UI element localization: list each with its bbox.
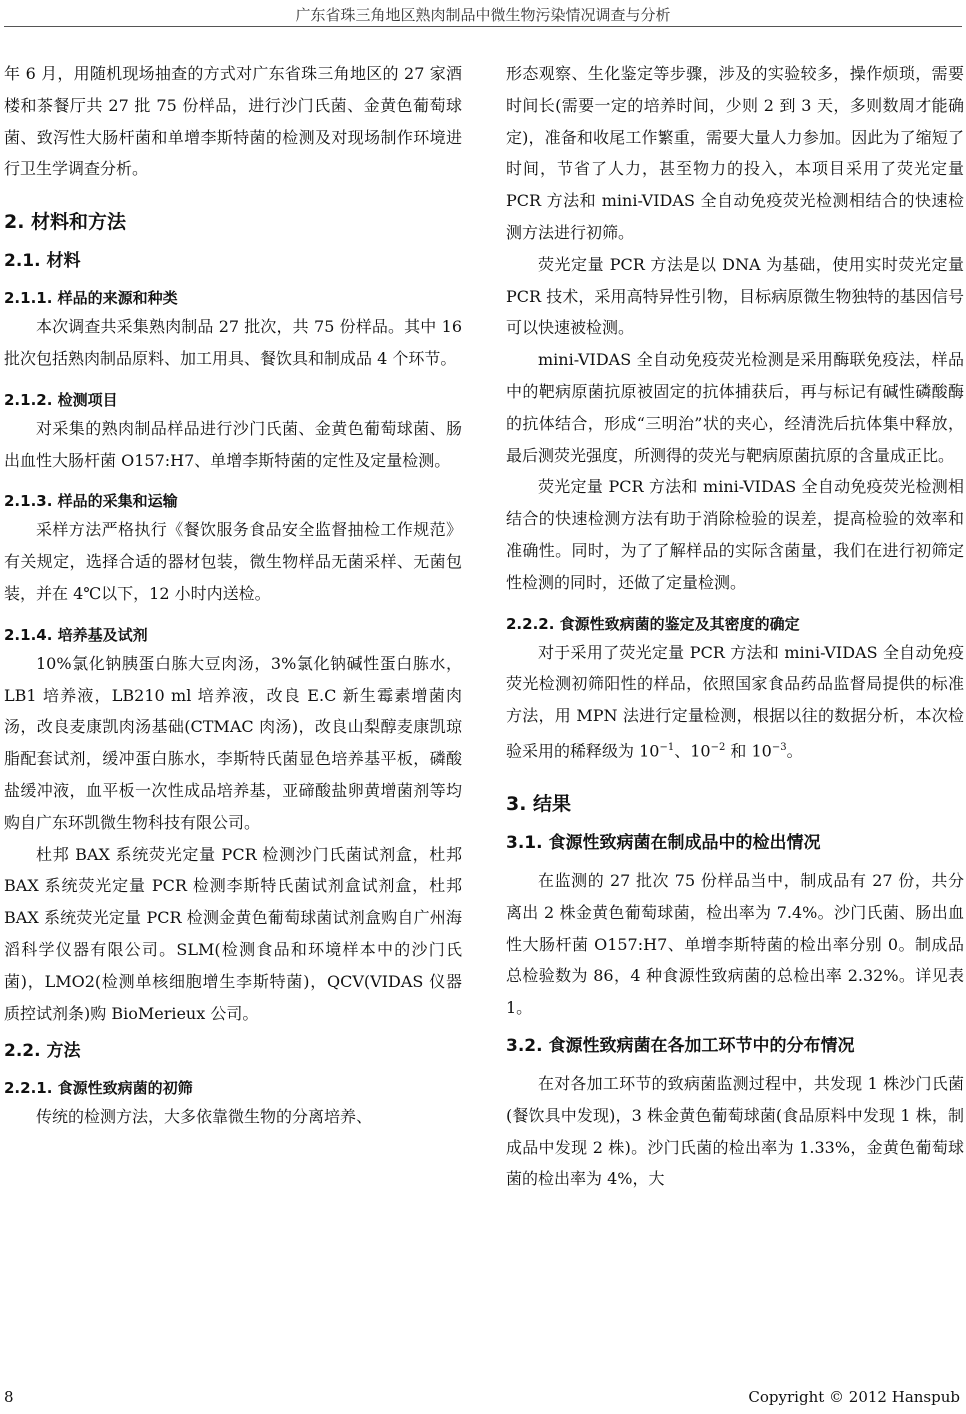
paragraph-pcr: 荧光定量 PCR 方法是以 DNA 为基础，使用实时荧光定量 PCR 技术，采用高特异性引物，目标病原微生物独特的基因信号可以快速被检测。 (506, 254, 964, 338)
right-column (506, 58, 964, 1195)
section-2-1-1-heading: 2.1.1. 样品的来源和种类 (4, 289, 178, 308)
paragraph-2-2-1-continued: 形态观察、生化鉴定等步骤，涉及的实验较多，操作烦琐，需要时间长(需要一定的培养时间，少则 2 到 3 天，多则数周才能确定)，准备和收尾工作繁重，需要大量人力参加。因此为了缩短了时间，节省了人力，甚至物力的投入，本项目采用了荧光定量 PCR 方法和 mini-VIDAS 全自动免疫荧光检测相结合的快速检测方法进行初筛。 (506, 64, 964, 242)
paragraph-2-1-1: 本次调查共采集熟肉制品 27 批次，共 75 份样品。其中 16 批次包括熟肉制品原料、加工用具、餐饮具和制成品 4 个环节。 (4, 317, 462, 368)
page-number: 8 (4, 1388, 14, 1406)
section-2-2-heading: 2.2. 方法 (4, 1041, 81, 1062)
copyright-notice: Copyright © 2012 Hanspub (748, 1388, 960, 1406)
section-2-2-2-heading: 2.2.2. 食源性致病菌的鉴定及其密度的确定 (506, 614, 800, 633)
paragraph-2-2-1: 传统的检测方法，大多依靠微生物的分离培养、 (36, 1107, 373, 1127)
section-3-2-heading: 3.2. 食源性致病菌在各加工环节中的分布情况 (506, 1036, 855, 1057)
paragraph-2-1-2: 对采集的熟肉制品样品进行沙门氏菌、金黄色葡萄球菌、肠出血性大肠杆菌 O157:H7、单增李斯特菌的定性及定量检测。 (4, 418, 462, 470)
section-2-2-1-heading: 2.2.1. 食源性致病菌的初筛 (4, 1079, 193, 1098)
paragraph-combined-method: 荧光定量 PCR 方法和 mini-VIDAS 全自动免疫荧光检测相结合的快速检测方法有助于消除检验的误差，提高检验的效率和准确性。同时，为了了解样品的实际含菌量，我们在进行初筛定性检测的同时，还做了定量检测。 (506, 477, 964, 592)
section-3-heading: 3. 结果 (506, 793, 572, 816)
separator-2: 和 10 (725, 741, 772, 761)
paragraph-2-2-2 (506, 637, 964, 768)
section-2-1-3-heading: 2.1.3. 样品的采集和运输 (4, 492, 178, 511)
header-rule (4, 26, 962, 27)
running-header: 广东省珠三角地区熟肉制品中微生物污染情况调查与分析 (295, 6, 671, 24)
exponent-2: −2 (710, 741, 726, 753)
exponent-3: −3 (771, 741, 787, 753)
section-2-1-4-heading: 2.1.4. 培养基及试剂 (4, 625, 148, 644)
paragraph-2-1-3: 采样方法严格执行《餐饮服务食品安全监督抽检工作规范》有关规定，选择合适的器材包装，微生物样品无菌采样、无菌包装，并在 4℃以下，12 小时内送检。 (4, 520, 462, 603)
section-3-1-heading: 3.1. 食源性致病菌在制成品中的检出情况 (506, 833, 821, 854)
paragraph-2-1-4-media: 10%氯化钠胰蛋白胨大豆肉汤，3%氯化钠碱性蛋白胨水，LB1 培养液，LB210 ml 培养液，改良 E.C 新生霉素增菌肉汤，改良麦康凯肉汤基础(CTMAC 肉汤)，改良山梨醇麦康凯琼脂配套试剂，缓冲蛋白胨水，李斯特氏菌显色培养基平板，磷酸盐缓冲液，血平板一次性成品培养基，亚碲酸盐卵黄增菌剂等均购自广东环凯微生物科技有限公司。 (4, 653, 462, 832)
paragraph-end: 。 (786, 741, 803, 761)
paragraph-3-1: 在监测的 27 批次 75 份样品当中，制成品有 27 份，共分离出 2 株金黄色葡萄球菌，检出率为 7.4%。沙门氏菌、肠出血性大肠杆菌 O157:H7、单增李斯特菌的检出率分别 0。制成品总检验数为 86，4 种食源性致病菌的总检出率 2.32%。详见表 1。 (506, 871, 964, 1018)
paragraph-mini-vidas: mini-VIDAS 全自动免疫荧光检测是采用酶联免疫法，样品中的靶病原菌抗原被固定的抗体捕获后，再与标记有碱性磷酸酶的抗体结合，形成“三明治”状的夹心，经清洗后抗体集中释放，最后测荧光强度，所测得的荧光与靶病原菌抗原的含量成正比。 (506, 350, 964, 465)
section-2-heading: 2. 材料和方法 (4, 211, 127, 234)
left-column (4, 58, 462, 1133)
paragraph-2-2-2-text: 对于采用了荧光定量 PCR 方法和 mini-VIDAS 全自动免疫荧光检测初筛阳性的样品，依照国家食品药品监督局提供的标准方法，用 MPN 法进行定量检测，根据以往的数据分析，本次检验采用的稀释级为 10 (506, 642, 964, 761)
section-2-1-heading: 2.1. 材料 (4, 251, 81, 272)
intro-paragraph: 年 6 月，用随机现场抽查的方式对广东省珠三角地区的 27 家酒楼和茶餐厅共 27 批 75 份样品，进行沙门氏菌、金黄色葡萄球菌、致泻性大肠杆菌和单增李斯特菌的检测及对现场制作环境进行卫生学调查分析。 (4, 64, 462, 179)
exponent-1: −1 (659, 741, 675, 753)
separator-1: 、10 (674, 741, 711, 761)
paragraph-2-1-4-kits: 杜邦 BAX 系统荧光定量 PCR 检测沙门氏菌试剂盒，杜邦 BAX 系统荧光定量 PCR 检测李斯特氏菌试剂盒试剂盒，杜邦 BAX 系统荧光定量 PCR 检测金黄色葡萄球菌试剂盒购自广州海滔科学仪器有限公司。SLM(检测食品和环境样本中的沙门氏菌)，LMO2(检测单核细胞增生李斯特菌)，QCV(VIDAS 仪器质控试剂条)购 BioMerieux 公司。 (4, 844, 462, 1023)
section-2-1-2-heading: 2.1.2. 检测项目 (4, 390, 118, 409)
paragraph-3-2: 在对各加工环节的致病菌监测过程中，共发现 1 株沙门氏菌(餐饮具中发现)，3 株金黄色葡萄球菌(食品原料中发现 1 株，制成品中发现 2 株)。沙门氏菌的检出率为 1.33%，金黄色葡萄球菌的检出率为 4%，大 (506, 1074, 964, 1189)
